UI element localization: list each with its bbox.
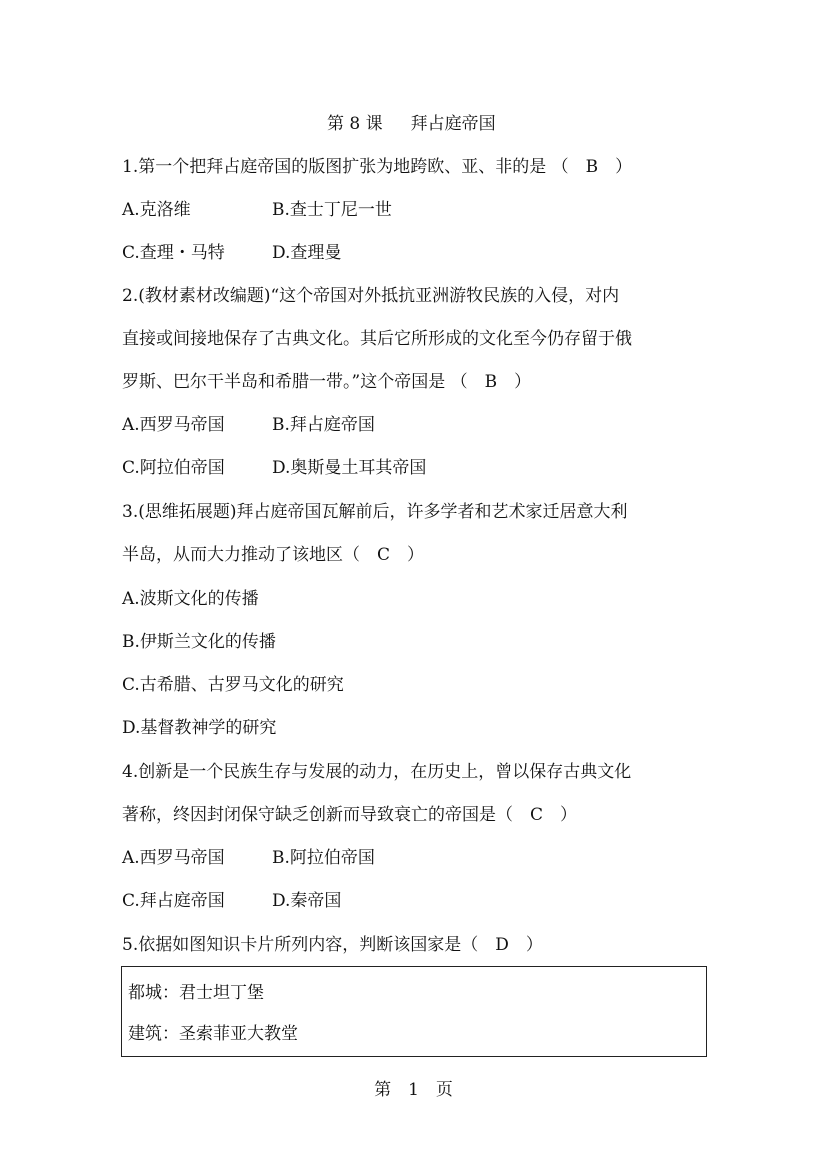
q2-stem-line3: 罗斯、巴尔干半岛和希腊一带。”这个帝国是 （ B ） (122, 372, 532, 392)
q5-stem: 5.依据如图知识卡片所列内容，判断该国家是（ D ） (122, 935, 543, 955)
q3-option-a: A.波斯文化的传播 (122, 589, 259, 609)
q1-option-a: A.克洛维 (122, 200, 191, 220)
q2-option-c: C.阿拉伯帝国 (122, 458, 225, 478)
q1-option-row (122, 200, 392, 220)
q2-option-d: D.奥斯曼土耳其帝国 (272, 458, 427, 478)
q2-option-row (122, 415, 375, 435)
q4-option-d: D.秦帝国 (272, 891, 342, 911)
q1-option-c: C.查理・马特 (122, 243, 225, 263)
q2-option-b: B.拜占庭帝国 (272, 415, 375, 435)
q3-option-d: D.基督教神学的研究 (122, 718, 277, 738)
card-capital: 都城：君士坦丁堡 (128, 983, 264, 1003)
q2-option-a: A.西罗马帝国 (122, 415, 225, 435)
q4-option-b: B.阿拉伯帝国 (272, 848, 375, 868)
q4-stem-line2: 著称，终因封闭保守缺乏创新而导致衰亡的帝国是（ C ） (122, 805, 578, 825)
card-architecture: 建筑：圣索菲亚大教堂 (128, 1024, 298, 1044)
q4-option-row (122, 848, 375, 868)
q2-stem-line2: 直接或间接地保存了古典文化。其后它所形成的文化至今仍存留于俄 (122, 329, 632, 349)
q1-option-row (122, 243, 342, 263)
q4-option-c: C.拜占庭帝国 (122, 891, 225, 911)
q1-stem: 1.第一个把拜占庭帝国的版图扩张为地跨欧、亚、非的是 （ B ） (122, 157, 633, 177)
knowledge-card (121, 966, 707, 1057)
q3-option-b: B.伊斯兰文化的传播 (122, 632, 276, 652)
q1-option-d: D.查理曼 (272, 243, 342, 263)
q3-stem-line1: 3.(思维拓展题)拜占庭帝国瓦解前后，许多学者和艺术家迁居意大利 (122, 502, 628, 522)
q3-option-c: C.古希腊、古罗马文化的研究 (122, 675, 344, 695)
q4-stem-line1: 4.创新是一个民族生存与发展的动力，在历史上，曾以保存古典文化 (122, 762, 632, 782)
lesson-name: 拜占庭帝国 (410, 114, 496, 134)
q2-option-row (122, 458, 427, 478)
page-title (327, 114, 496, 134)
page-footer: 第 1 页 (374, 1080, 453, 1100)
q2-stem-line1: 2.(教材素材改编题)“这个帝国对外抵抗亚洲游牧民族的入侵，对内 (122, 286, 620, 306)
q1-option-b: B.查士丁尼一世 (272, 200, 392, 220)
q4-option-row (122, 891, 342, 911)
q4-option-a: A.西罗马帝国 (122, 848, 225, 868)
lesson-number: 第 8 课 (327, 114, 383, 134)
q3-stem-line2: 半岛，从而大力推动了该地区（ C ） (122, 545, 425, 565)
